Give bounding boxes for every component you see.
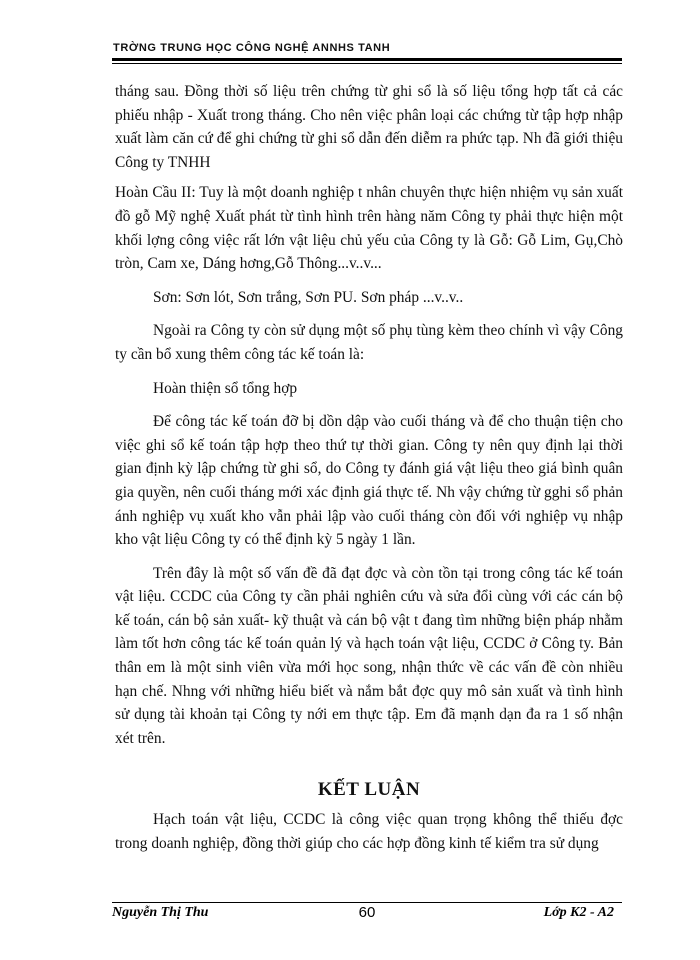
- footer-author: Nguyễn Thị Thu: [112, 905, 209, 920]
- page-header: TRỜNG TRUNG HỌC CÔNG NGHỆ ANNHS TANH: [113, 42, 391, 54]
- paragraph-2: Hoàn Cầu II: Tuy là một doanh nghiệp t nhân chuyên thực hiện nhiệm vụ sản xuất đồ gỗ Mỹ nghệ Xuất phát từ tình hình trên hàng năm Công ty phải thực hiện một khối lợng công việc rất lớn vật liệu chủ yếu của Công ty là Gỗ: Gỗ Lim, Gụ,Chò tròn, Cam xe, Dáng hơng,Gỗ Thông...v..v...: [115, 184, 623, 273]
- page-footer: [112, 904, 622, 924]
- paragraph-4: Ngoài ra Công ty còn sử dụng một số phụ tùng kèm theo chính vì vậy Công ty cần bổ xung thêm công tác kế toán là:: [115, 322, 623, 363]
- header-rule-thin: [112, 63, 622, 64]
- paragraph-8: Hạch toán vật liệu, CCDC là công việc quan trọng không thể thiếu đợc trong doanh nghiệp, đồng thời giúp cho các hợp đồng kinh tế kiểm tra sử dụng: [115, 811, 623, 852]
- paragraph-1: tháng sau. Đồng thời số liệu trên chứng từ ghi sổ là số liệu tổng hợp tất cả các phiếu nhập - Xuất trong tháng. Cho nên việc phân loại các chứng từ tập hợp nhập xuất làm căn cứ để ghi chứng từ ghi sổ dẫn đến diễm ra phức tạp. Nh đã giới thiệu Công ty TNHH: [115, 83, 623, 171]
- page-number: 60: [358, 904, 376, 921]
- paragraph-7: Trên đây là một số vấn đề đã đạt đợc và còn tồn tại trong công tác kế toán vật liệu. CCDC của Công ty cần phải nghiên cứu và sửa đổi cùng với các cán bộ kế toán, cán bộ sản xuất- kỹ thuật và cán bộ vật t đang tìm những biện pháp nhằm làm tốt hơn công tác kế toán quản lý và hạch toán vật liệu, CCDC ở Công ty. Bản thân em là một sinh viên vừa mới học song, nhận thức về các vấn đề còn nhiều hạn chế. Nhng với những hiểu biết và nắm bắt đợc quy mô sản xuất và tình hình sử dụng tài khoản tại Công ty nới em thực tập. Em đã mạnh dạn đa ra 1 số nhận xét trên.: [115, 564, 623, 747]
- section-heading: KẾT LUẬN: [317, 779, 421, 801]
- paragraph-6: Để công tác kế toán đỡ bị dồn dập vào cuối tháng và để cho thuận tiện cho việc ghi sổ kế toán tập hợp theo thứ tự thời gian. Công ty nên quy định lại thời gian định kỳ lập chứng từ ghi sổ, do Công ty đánh giá vật liệu theo giá bình quân gia quyền, nên cuối tháng mới xác định giá thực tế. Nh vậy chứng từ gghi sổ phản ánh nghiệp vụ xuất kho vẫn phải lập vào cuối tháng còn đối với nghiệp vụ nhập kho vật liệu Công ty có thể định kỳ 5 ngày 1 lần.: [115, 413, 623, 549]
- footer-class: Lớp K2 - A2: [543, 905, 614, 920]
- footer-rule: [112, 902, 622, 903]
- header-rule-thick: [112, 58, 622, 61]
- paragraph-3: Sơn: Sơn lót, Sơn trắng, Sơn PU. Sơn pháp ...v..v..: [153, 288, 464, 306]
- document-body: [115, 80, 623, 855]
- paragraph-5: Hoàn thiện sổ tổng hợp: [153, 379, 298, 397]
